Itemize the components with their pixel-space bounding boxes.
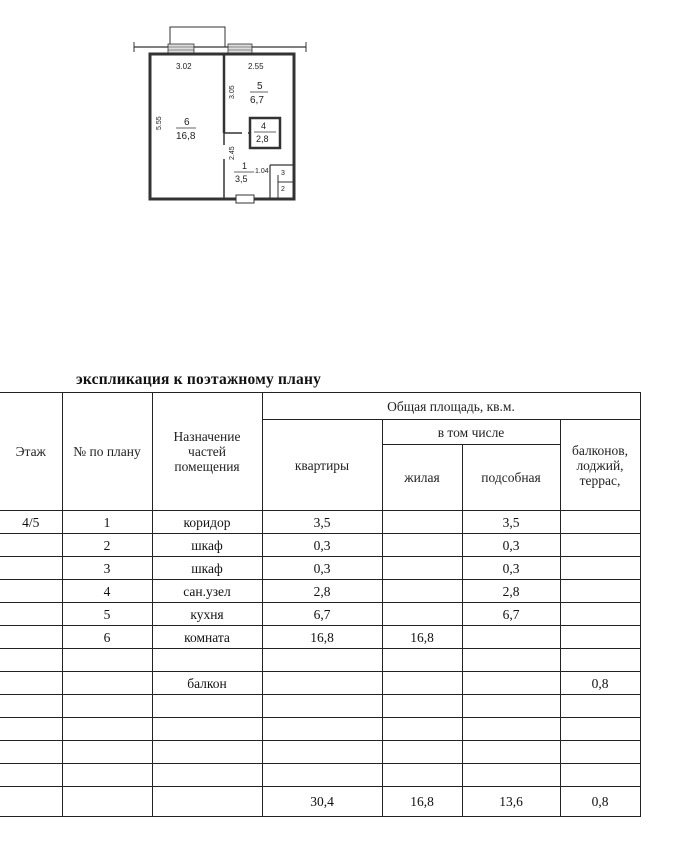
dim-room5-length: 3.05 xyxy=(229,85,236,99)
table-body xyxy=(0,511,640,787)
cell-living xyxy=(382,718,462,741)
cell-apartment xyxy=(262,764,382,787)
cell-floor xyxy=(0,557,62,580)
total-balcony: 0,8 xyxy=(560,787,640,817)
total-living: 16,8 xyxy=(382,787,462,817)
header-apartment: квартиры xyxy=(262,420,382,511)
table-row xyxy=(0,603,640,626)
totals-cell-no xyxy=(62,787,152,817)
cell-name xyxy=(152,718,262,741)
table-row xyxy=(0,511,640,534)
dim-room6-length: 5.55 xyxy=(156,116,163,130)
cell-living xyxy=(382,649,462,672)
outer-walls xyxy=(150,54,294,199)
cell-apartment xyxy=(262,695,382,718)
cell-no xyxy=(62,672,152,695)
cell-name: кухня xyxy=(152,603,262,626)
table-row xyxy=(0,557,640,580)
floor-plan xyxy=(130,25,310,210)
room1-number: 1 xyxy=(242,161,248,171)
cell-floor xyxy=(0,580,62,603)
cell-apartment: 0,3 xyxy=(262,534,382,557)
floor-plan-drawing xyxy=(130,25,310,210)
cell-no: 4 xyxy=(62,580,152,603)
cell-apartment: 3,5 xyxy=(262,511,382,534)
cell-no: 1 xyxy=(62,511,152,534)
cell-floor xyxy=(0,741,62,764)
cell-floor xyxy=(0,626,62,649)
room3-number: 3 xyxy=(281,170,285,177)
cell-auxiliary xyxy=(462,672,560,695)
header-purpose: Назначение частей помещения xyxy=(152,393,262,511)
cell-floor: 4/5 xyxy=(0,511,62,534)
explication-title: экспликация к поэтажному плану xyxy=(76,371,322,388)
room2-number: 2 xyxy=(281,186,285,193)
cell-living xyxy=(382,603,462,626)
cell-name: шкаф xyxy=(152,557,262,580)
cell-balcony: 0,8 xyxy=(560,672,640,695)
cell-living xyxy=(382,557,462,580)
cell-floor xyxy=(0,672,62,695)
cell-living xyxy=(382,764,462,787)
cell-no: 2 xyxy=(62,534,152,557)
room1-area: 3,5 xyxy=(235,174,248,184)
cell-living xyxy=(382,695,462,718)
cell-balcony xyxy=(560,626,640,649)
cell-auxiliary: 6,7 xyxy=(462,603,560,626)
cell-apartment: 6,7 xyxy=(262,603,382,626)
cell-no: 3 xyxy=(62,557,152,580)
cell-balcony xyxy=(560,511,640,534)
cell-name: балкон xyxy=(152,672,262,695)
cell-auxiliary xyxy=(462,649,560,672)
cell-no xyxy=(62,718,152,741)
cell-auxiliary xyxy=(462,626,560,649)
totals-row xyxy=(0,787,640,817)
cell-name: комната xyxy=(152,626,262,649)
table-row xyxy=(0,580,640,603)
cell-floor xyxy=(0,534,62,557)
cell-auxiliary: 0,3 xyxy=(462,534,560,557)
cell-apartment xyxy=(262,741,382,764)
cell-auxiliary: 0,3 xyxy=(462,557,560,580)
header-total-area: Общая площадь, кв.м. xyxy=(262,393,640,420)
cell-no xyxy=(62,764,152,787)
explication-table xyxy=(0,392,641,817)
cell-balcony xyxy=(560,534,640,557)
dim-corridor-length: 2.45 xyxy=(229,146,236,160)
cell-no xyxy=(62,695,152,718)
cell-apartment xyxy=(262,718,382,741)
cell-name: сан.узел xyxy=(152,580,262,603)
cell-floor xyxy=(0,695,62,718)
header-balconies: балконов, лоджий, террас, xyxy=(560,420,640,511)
cell-auxiliary xyxy=(462,764,560,787)
table-row xyxy=(0,718,640,741)
header-including: в том числе xyxy=(382,420,560,445)
room4-number: 4 xyxy=(261,121,267,131)
table-row xyxy=(0,534,640,557)
room4-area: 2,8 xyxy=(256,134,269,144)
cell-name: шкаф xyxy=(152,534,262,557)
cell-living xyxy=(382,741,462,764)
total-auxiliary: 13,6 xyxy=(462,787,560,817)
table-row xyxy=(0,649,640,672)
cell-living xyxy=(382,534,462,557)
cell-no: 6 xyxy=(62,626,152,649)
totals-cell-floor xyxy=(0,787,62,817)
cell-apartment: 16,8 xyxy=(262,626,382,649)
cell-balcony xyxy=(560,695,640,718)
cell-floor xyxy=(0,764,62,787)
cell-apartment xyxy=(262,672,382,695)
table-row xyxy=(0,672,640,695)
cell-balcony xyxy=(560,764,640,787)
dim-closet-width: 1.04 xyxy=(255,168,269,175)
room6-number: 6 xyxy=(184,117,190,128)
cell-floor xyxy=(0,603,62,626)
cell-no xyxy=(62,649,152,672)
cell-auxiliary xyxy=(462,741,560,764)
cell-apartment xyxy=(262,649,382,672)
cell-floor xyxy=(0,718,62,741)
table-row xyxy=(0,695,640,718)
header-plan-no: № по плану xyxy=(62,393,152,511)
total-apartment: 30,4 xyxy=(262,787,382,817)
table-row xyxy=(0,626,640,649)
table-row xyxy=(0,741,640,764)
dim-room6-width: 3.02 xyxy=(176,62,192,71)
header-auxiliary: подсобная xyxy=(462,445,560,511)
table-row xyxy=(0,764,640,787)
room5-area: 6,7 xyxy=(250,95,264,106)
entrance-door xyxy=(236,195,254,203)
totals-cell-name xyxy=(152,787,262,817)
cell-no: 5 xyxy=(62,603,152,626)
cell-auxiliary: 2,8 xyxy=(462,580,560,603)
cell-balcony xyxy=(560,580,640,603)
cell-no xyxy=(62,741,152,764)
cell-balcony xyxy=(560,557,640,580)
cell-living: 16,8 xyxy=(382,626,462,649)
cell-name: коридор xyxy=(152,511,262,534)
cell-name xyxy=(152,764,262,787)
cell-living xyxy=(382,511,462,534)
cell-name xyxy=(152,649,262,672)
cell-living xyxy=(382,672,462,695)
cell-name xyxy=(152,741,262,764)
cell-auxiliary xyxy=(462,695,560,718)
header-living: жилая xyxy=(382,445,462,511)
cell-balcony xyxy=(560,603,640,626)
header-floor: Этаж xyxy=(0,393,62,511)
cell-apartment: 2,8 xyxy=(262,580,382,603)
room6-area: 16,8 xyxy=(176,131,196,142)
cell-auxiliary: 3,5 xyxy=(462,511,560,534)
cell-living xyxy=(382,580,462,603)
dim-room5-width: 2.55 xyxy=(248,62,264,71)
cell-name xyxy=(152,695,262,718)
cell-balcony xyxy=(560,649,640,672)
cell-balcony xyxy=(560,741,640,764)
cell-apartment: 0,3 xyxy=(262,557,382,580)
cell-floor xyxy=(0,649,62,672)
cell-auxiliary xyxy=(462,718,560,741)
room5-number: 5 xyxy=(257,81,263,92)
cell-balcony xyxy=(560,718,640,741)
